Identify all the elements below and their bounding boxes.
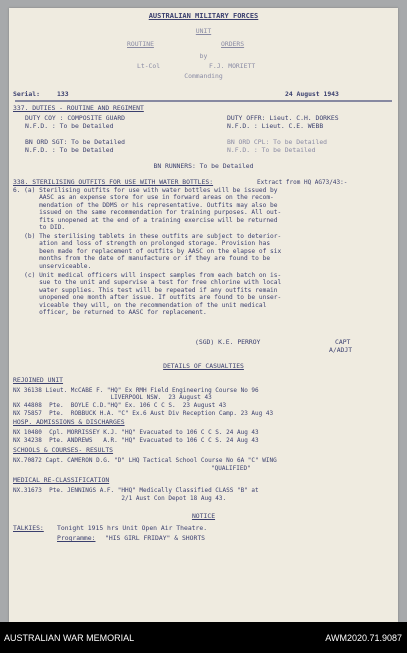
- s338-heading: 338. STERILISING OUTFITS FOR USE WITH WATER BOTTLES:: [13, 178, 214, 186]
- schools-line-1: NX.70872 Capt. CAMERON D.G. "D" LHQ Tactical School Course No 6A "C" WING: [13, 457, 277, 464]
- bn-runners: BN RUNNERS: To be Detailed: [153, 162, 254, 170]
- footer-institution: AUSTRALIAN WAR MEMORIAL: [4, 633, 135, 643]
- duty-coy: DUTY COY : COMPOSITE GUARD: [25, 114, 126, 122]
- talkies-text: Tonight 1915 hrs Unit Open Air Theatre.: [57, 524, 208, 532]
- rejoined-heading: REJOINED UNIT: [13, 376, 64, 384]
- document-page: [9, 8, 398, 622]
- bn-ord-sgt: BN ORD SGT: To be Detailed: [25, 138, 126, 146]
- footer-accession: AWM2020.71.9087: [325, 633, 402, 643]
- serial-date: 24 August 1943: [285, 90, 339, 98]
- unit-heading: UNIT: [195, 27, 212, 35]
- commanding-label: Commanding: [184, 72, 223, 80]
- signature-name: (SGD) K.E. PERROY: [195, 338, 261, 346]
- s338-extract: Extract from HQ AG73/43:-: [257, 179, 348, 186]
- programme-text: "HIS GIRL FRIDAY" & SHORTS: [105, 534, 206, 542]
- signature-title: A/ADJT: [329, 346, 353, 354]
- serial-number: 133: [57, 90, 69, 98]
- nfd-cpl: N.F.D. : To be Detailed: [227, 146, 316, 154]
- orders-heading: ORDERS: [221, 40, 245, 48]
- commander-name: F.J. MORIETT: [209, 62, 256, 70]
- hosp-heading: HOSP. ADMISSIONS & DISCHARGES: [13, 418, 125, 426]
- hosp-line-1: NX 10480 Cpl. MORRISSEY K.J. "HQ" Evacuated to 106 C C S. 24 Aug 43: [13, 429, 259, 436]
- medical-line-1: NX.31673 Pte. JENNINGS A.F. "HHQ" Medically Classified CLASS "B" at: [13, 487, 259, 494]
- schools-heading: SCHOOLS & COURSES- RESULTS: [13, 446, 114, 454]
- s338-para-a: 6. (a) Sterilising outfits for use with water bottles will be issued by AASC as an expense store for use in forward areas on the recom- mendation of the DDMS or his representative. Outfits may also be issued on the same recommendation for training purposes. All out- fits unopened at the end of a training exercise will be returned to DID.: [13, 187, 282, 232]
- rejoined-line-2: NX 44808 Pte. BOYLE C.D."HQ" Ex. 106 C C S. 23 August 43: [13, 402, 227, 409]
- archive-footer: [0, 622, 407, 653]
- casualties-title: DETAILS OF CASUALTIES: [163, 362, 244, 370]
- signature-rank: CAPT: [335, 338, 351, 346]
- s337-heading: 337. DUTIES - ROUTINE AND REGIMENT: [13, 104, 144, 112]
- programme-label: Programme:: [57, 534, 96, 542]
- lt-col-label: Lt-Col: [137, 62, 161, 70]
- s338-para-c: (c) Unit medical officers will inspect samples from each batch on is- sue to the unit and supervise a test for free chlorine with local water supplies. This test will be repeated if any outfits remain unopened one month after issue. If outfits are found to be unser- viceable they will, on the recommendation of the unit medical officer, be returned to AASC for replacement.: [24, 272, 282, 317]
- nfd-coy: N.F.D. : To be Detailed: [25, 122, 114, 130]
- s338-para-b: (b) The sterilising tablets in these outfits are subject to deterior- ation and loss of strength on prolonged storage. Provision has been made for replacement of outfits by AASC on the elapse of six months from the date of manufacture or if they are found to be unserviceable.: [24, 233, 282, 270]
- by-label: by: [199, 52, 208, 60]
- header-divider: [15, 100, 392, 102]
- routine-heading: ROUTINE: [127, 40, 154, 48]
- talkies-label: TALKIES:: [13, 524, 44, 532]
- duty-offr: DUTY OFFR: Lieut. C.H. DORKES: [227, 114, 339, 122]
- hosp-line-2: NX 34238 Pte. ANDREWS A.R. "HQ" Evacuated to 106 C C S. 24 Aug 43: [13, 437, 259, 444]
- rejoined-line-3: NX 75857 Pte. ROBBUCK H.A. "C" Ex.6 Aust Div Reception Camp. 23 Aug 43: [13, 410, 274, 417]
- nfd-offr: N.F.D. : Lieut. C.E. WEBB: [227, 122, 324, 130]
- rejoined-line-1a: NX 36138 Lieut. McCABE F. "HQ" Ex RMH Field Engineering Course No 96: [13, 387, 259, 394]
- serial-label: Serial:: [13, 90, 40, 98]
- bn-ord-cpl: BN ORD CPL: To be Detailed: [227, 138, 328, 146]
- notice-title: NOTICE: [191, 512, 216, 520]
- schools-line-2: "QUALIFIED": [211, 465, 251, 472]
- nfd-sgt: N.F.D. : To be Detailed: [25, 146, 114, 154]
- medical-heading: MEDICAL RE-CLASSIFICATION: [13, 476, 110, 484]
- medical-line-2: 2/1 Aust Con Depot 18 Aug 43.: [13, 495, 227, 502]
- rejoined-line-1b: LIVERPOOL NSW. 23 August 43: [13, 394, 212, 401]
- document-title: AUSTRALIAN MILITARY FORCES: [148, 12, 259, 20]
